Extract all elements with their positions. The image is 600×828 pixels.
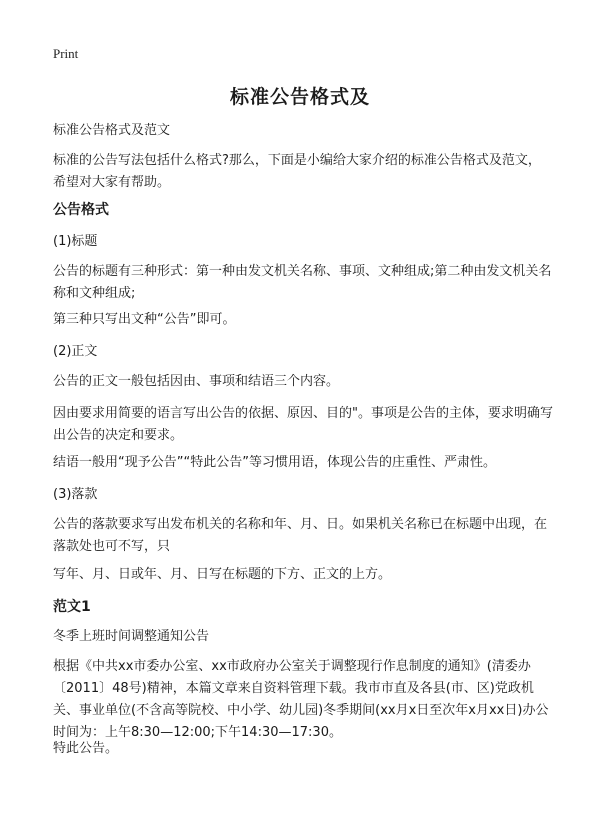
sample-body: 根据《中共xx市委办公室、xx市政府办公室关于调整现行作息制度的通知》(清委办〔2011〕48号)精神，本篇文章来自资料管理下载。我市市直及各县(市、区)党政机关、事业单位(不含高等院校、中小学、幼儿园)冬季期间(xx月x日至次年x月xx日)办公时间为：上午8:30—12:00;下午14:30—17:30。 bbox=[53, 659, 549, 740]
intro-paragraph: 标准的公告写法包括什么格式?那么，下面是小编给大家介绍的标准公告格式及范文，希望对大家有帮助。 bbox=[53, 153, 541, 190]
body-label: (2)正文 bbox=[53, 344, 98, 359]
body-paragraph-2: 因由要求用简要的语言写出公告的依据、原因、目的"。事项是公告的主体，要求明确写出公告的决定和要求。 bbox=[53, 406, 553, 443]
title-paragraph: 公告的标题有三种形式：第一种由发文机关名称、事项、文种组成;第二种由发文机关名称和文种组成; bbox=[53, 264, 552, 301]
print-link[interactable]: Print bbox=[53, 46, 79, 61]
body-paragraph-3: 结语一般用“现予公告”“特此公告”等习惯用语，体现公告的庄重性、严肃性。 bbox=[53, 455, 496, 470]
section-heading-format: 公告格式 bbox=[53, 202, 109, 218]
signature-paragraph: 公告的落款要求写出发布机关的名称和年、月、日。如果机关名称已在标题中出现，在落款处也可不写，只 bbox=[53, 517, 548, 554]
section-heading-sample: 范文1 bbox=[53, 599, 91, 615]
subtitle: 标准公告格式及范文 bbox=[53, 123, 171, 138]
sample-title: 冬季上班时间调整通知公告 bbox=[53, 629, 210, 644]
signature-paragraph-2: 写年、月、日或年、月、日写在标题的下方、正文的上方。 bbox=[53, 567, 392, 582]
sample-closing: 特此公告。 bbox=[53, 741, 119, 756]
signature-label: (3)落款 bbox=[53, 487, 98, 502]
body-paragraph: 公告的正文一般包括因由、事项和结语三个内容。 bbox=[53, 374, 340, 389]
title-paragraph-2: 第三种只写出文种“公告”即可。 bbox=[53, 312, 236, 327]
title-label: (1)标题 bbox=[53, 234, 98, 249]
page-title: 标准公告格式及 bbox=[229, 86, 370, 108]
